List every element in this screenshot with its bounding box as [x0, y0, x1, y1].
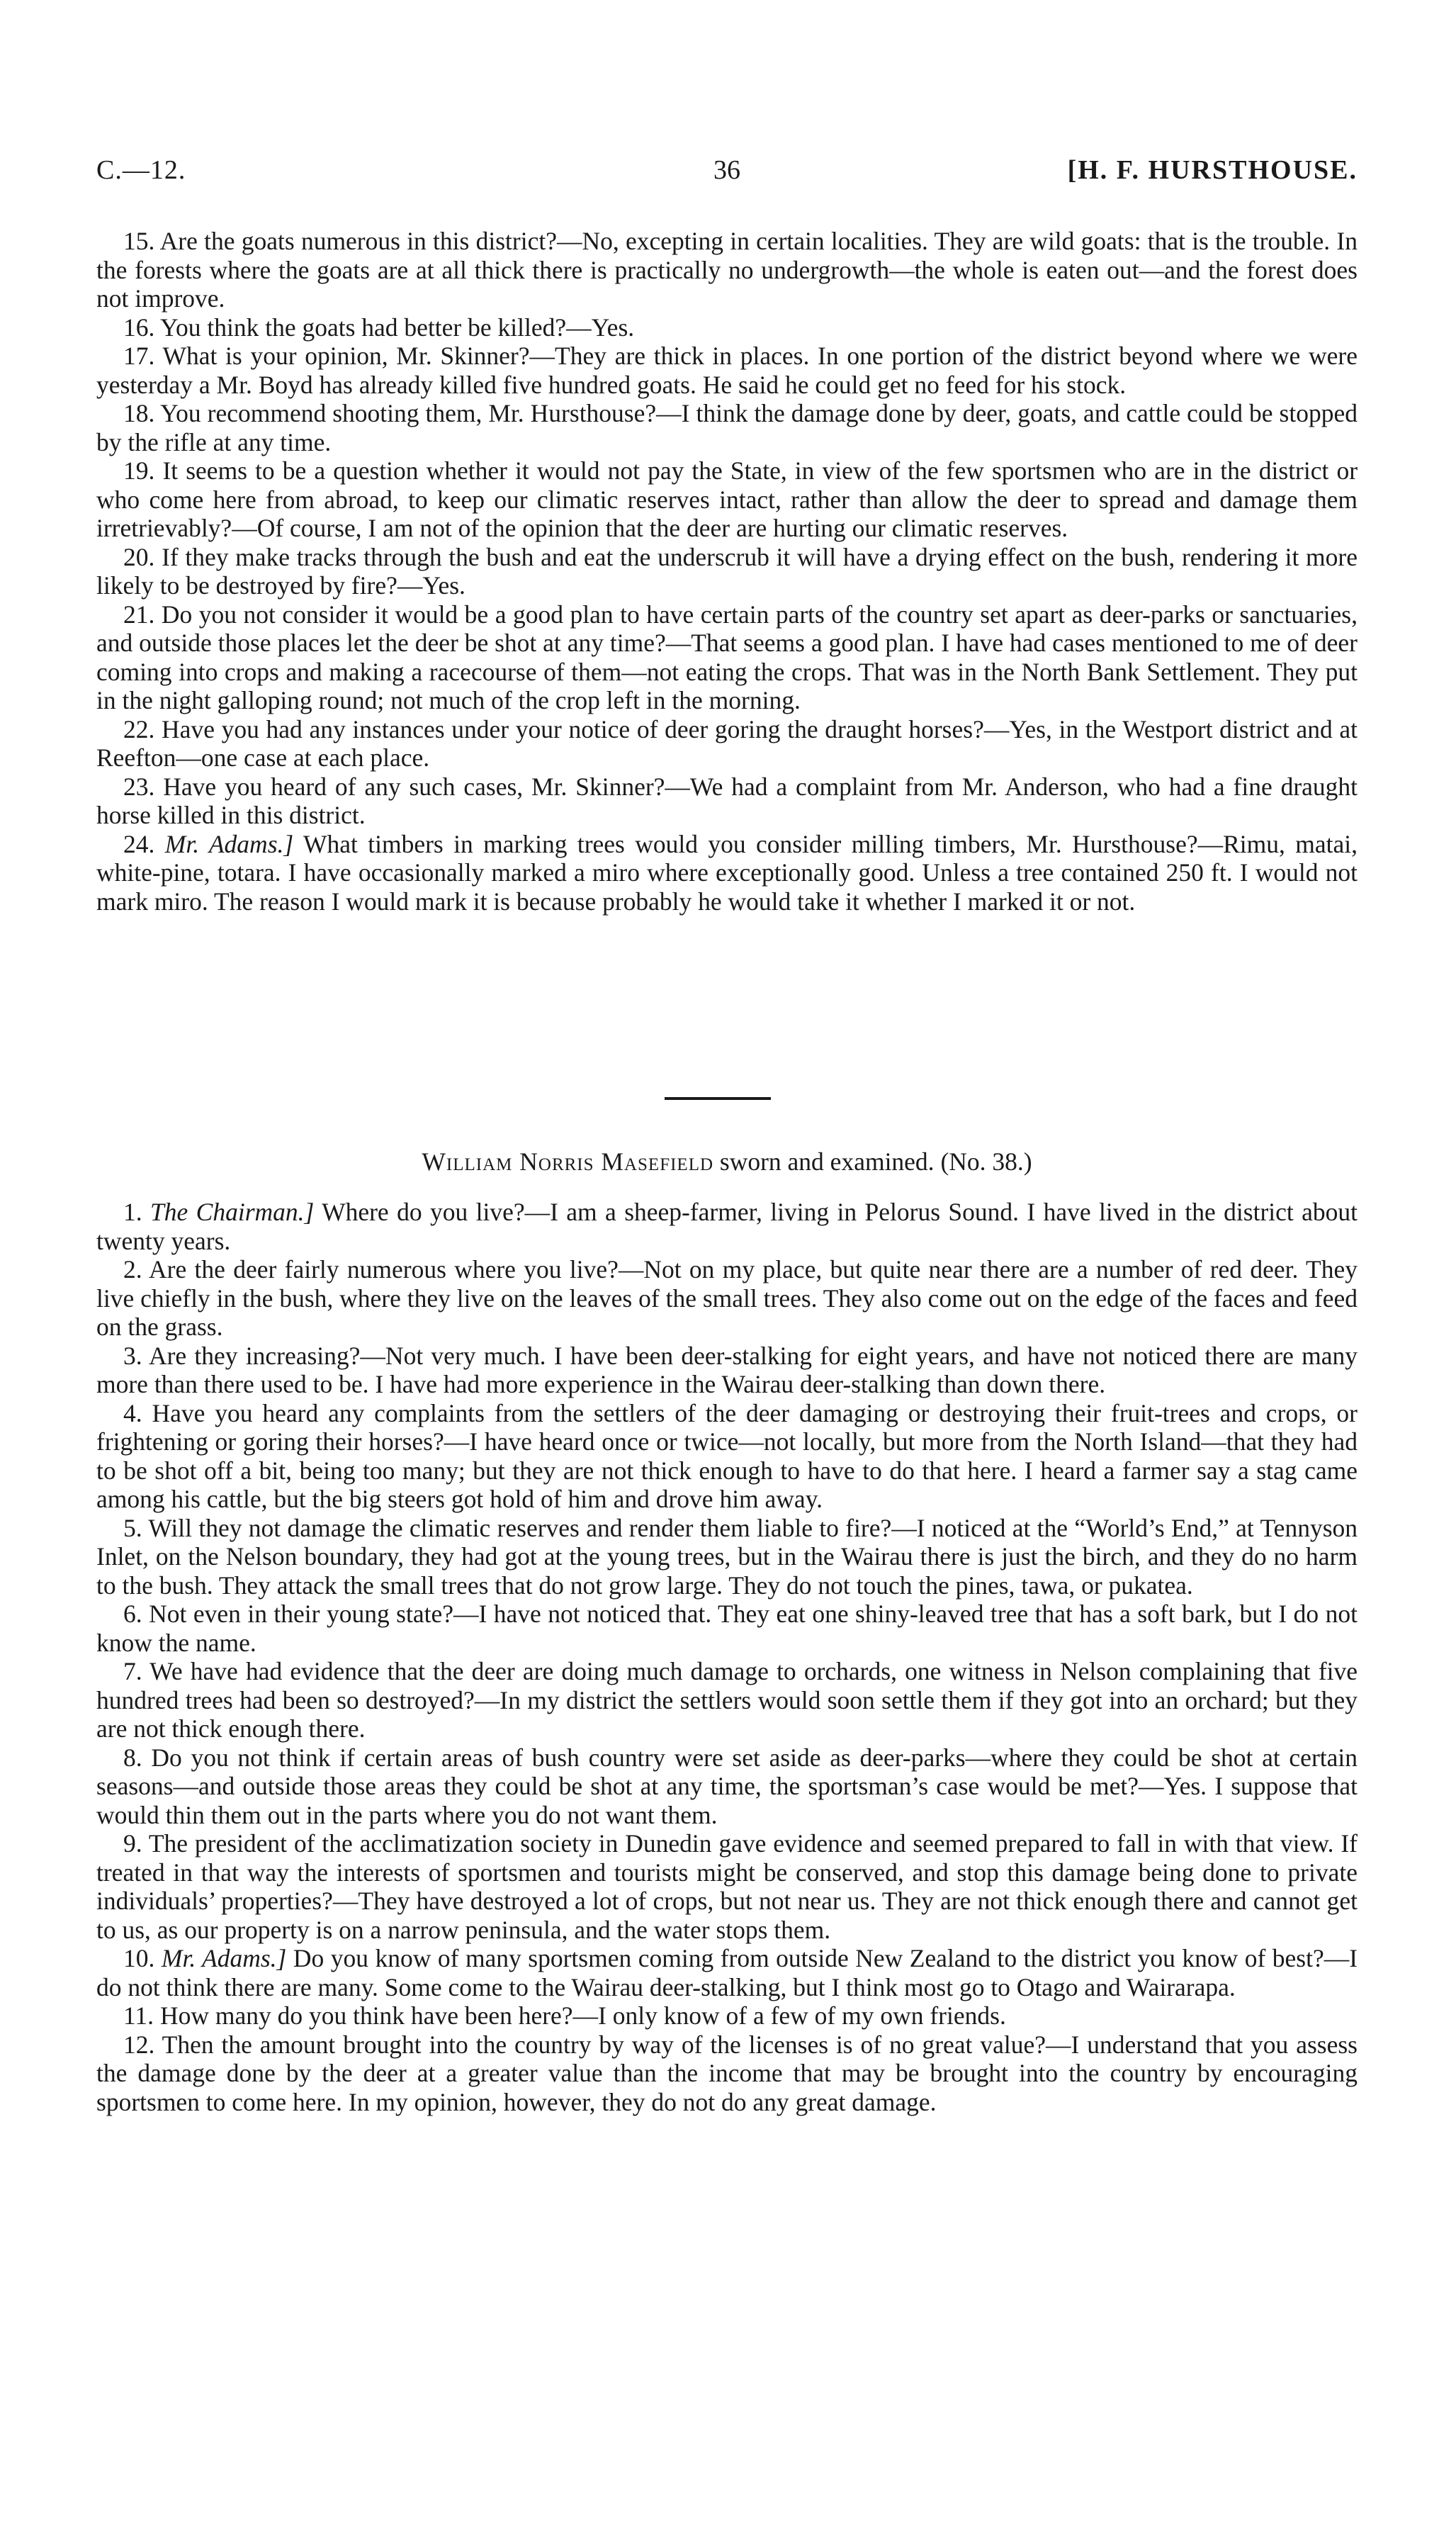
question-number: 3.	[123, 1341, 142, 1370]
question-text: Do you not consider it would be a good plan to have certain parts of the country set apart as deer-parks or sanctuaries, and outside those places let the deer be shot at any time?—That seems a good plan. I have had cases mentioned to me of deer coming into crops and making a racecourse of them—not eating the crops. That was in the North Bank Settlement. They put in the night galloping round; not much of the crop left in the morning.	[96, 600, 1358, 714]
question-text: Have you had any instances under your notice of deer goring the draught horses?—Yes, in the Westport district and at Reefton—one case at each place.	[96, 714, 1358, 772]
page-header	[96, 155, 1358, 197]
question-paragraph	[96, 227, 1358, 313]
question-paragraph	[96, 543, 1358, 600]
question-text: It seems to be a question whether it would not pay the State, in view of the few sportsmen who are in the district or who come here from abroad, to keep our climatic reserves intact, rather than allow the deer to spread and damage them irretrievably?—Of course, I am not of the opinion that the deer are hurting our climatic reserves.	[96, 456, 1358, 542]
question-text: Not even in their young state?—I have not noticed that. They eat one shiny-leaved tree that has a soft bark, but I do not know the name.	[96, 1600, 1358, 1657]
question-text: If they make tracks through the bush and eat the underscrub it will have a drying effect on the bush, rendering it more likely to be destroyed by fire?—Yes.	[96, 542, 1358, 600]
section-divider	[665, 1097, 771, 1100]
question-number: 20.	[123, 542, 155, 571]
question-paragraph	[96, 1342, 1358, 1399]
question-text: The president of the acclimatization society in Dunedin gave evidence and seemed prepared to fall in with that view. If treated in that way the interests of sportsmen and tourists might be conserved, and stop this damage being done to private individuals’ properties?—They have destroyed a lot of crops, but not near us. They are not thick enough there and cannot get to us, as our property is on a narrow peninsula, and the water stops them.	[96, 1829, 1358, 1944]
masefield-testimony	[96, 1198, 1358, 2116]
question-paragraph	[96, 399, 1358, 456]
question-text: Are the goats numerous in this district?—No, excepting in certain localities. They are wild goats: that is the trouble. In the forests where the goats are at all thick there is practically no undergrowth—the whole is eaten out—and the forest does not improve.	[96, 227, 1358, 313]
question-number: 1.	[123, 1198, 142, 1226]
question-text: What is your opinion, Mr. Skinner?—They are thick in places. In one portion of the district beyond where we were yesterday a Mr. Boyd has already killed five hundred goats. He said he could get no feed for his stock.	[96, 342, 1358, 399]
question-text: Where do you live?—I am a sheep-farmer, living in Pelorus Sound. I have lived in the district about twenty years.	[96, 1198, 1358, 1255]
witness-heading	[96, 1147, 1358, 1176]
question-paragraph	[96, 2030, 1358, 2117]
hursthouse-testimony	[96, 227, 1358, 916]
question-number: 7.	[123, 1657, 142, 1685]
witness-running-head: [H. F. HURSTHOUSE.	[1067, 155, 1358, 185]
question-paragraph	[96, 1743, 1358, 1830]
question-number: 12.	[123, 2030, 155, 2059]
question-paragraph	[96, 1829, 1358, 1944]
question-paragraph	[96, 830, 1358, 916]
question-text: We have had evidence that the deer are doing much damage to orchards, one witness in Nelson complaining that five hundred trees had been so destroyed?—In my district the settlers would soon settle them if they got into an orchard; but they are not thick enough there.	[96, 1657, 1358, 1743]
question-number: 10.	[123, 1944, 155, 1972]
question-text: How many do you think have been here?—I only know of a few of my own friends.	[159, 2001, 1006, 2030]
question-paragraph	[96, 600, 1358, 715]
question-paragraph	[96, 1944, 1358, 2001]
speaker-label: The Chairman.]	[150, 1198, 315, 1226]
question-text: Will they not damage the climatic reserves and render them liable to fire?—I noticed at the “World’s End,” at Tennyson Inlet, on the Nelson boundary, they had got at the young trees, but in the Wairau there is just the birch, and they do no harm to the bush. They attack the small trees that do not grow large. They do not touch the pines, tawa, or pukatea.	[96, 1513, 1358, 1600]
question-paragraph	[96, 313, 1358, 342]
question-number: 11.	[123, 2001, 154, 2030]
question-paragraph	[96, 773, 1358, 830]
witness-action: sworn and examined.	[719, 1147, 935, 1176]
witness-name: William Norris Masefield	[422, 1147, 714, 1176]
question-text: What timbers in marking trees would you consider milling timbers, Mr. Hursthouse?—Rimu, matai, white-pine, totara. I have occasionally marked a miro where exceptionally good. Unless a tree contained 250 ft. I would not mark miro. The reason I would mark it is because probably he would take it whether I marked it or not.	[96, 829, 1358, 916]
question-number: 15.	[123, 227, 155, 255]
question-text: You think the goats had better be killed?—Yes.	[159, 313, 635, 342]
question-paragraph	[96, 342, 1358, 399]
question-number: 5.	[123, 1513, 142, 1542]
question-text: Then the amount brought into the country by way of the licenses is of no great value?—I understand that you assess the damage done by the deer at a greater value than the income that may be brought into the country by encouraging sportsmen to come here. In my opinion, however, they do not do any great damage.	[96, 2030, 1358, 2116]
question-text: You recommend shooting them, Mr. Hursthouse?—I think the damage done by deer, goats, and cattle could be stopped by the rifle at any time.	[96, 399, 1358, 456]
question-number: 18.	[123, 399, 155, 427]
question-text: Do you know of many sportsmen coming from outside New Zealand to the district you know of best?—I do not think there are many. Some come to the Wairau deer-stalking, but I think most go to Otago and Wairarapa.	[96, 1944, 1358, 2001]
question-number: 16.	[123, 313, 155, 342]
question-text: Are the deer fairly numerous where you live?—Not on my place, but quite near there are a number of red deer. They live chiefly in the bush, where they live on the leaves of the small trees. They also come out on the edge of the faces and feed on the grass.	[96, 1255, 1358, 1341]
witness-number: (No. 38.)	[940, 1147, 1032, 1176]
question-number: 9.	[123, 1829, 142, 1858]
question-number: 21.	[123, 600, 155, 629]
speaker-label: Mr. Adams.]	[161, 1944, 287, 1972]
question-number: 22.	[123, 714, 155, 743]
question-text: Have you heard any complaints from the settlers of the deer damaging or destroying their fruit-trees and crops, or frightening or goring their horses?—I have heard once or twice—not locally, but more from the North Island—that they had to be shot off a bit, being too many; but they are not thick enough to have to do that here. I heard a farmer say a stag came among his cattle, but the big steers got hold of him and drove him away.	[96, 1398, 1358, 1513]
question-paragraph	[96, 715, 1358, 773]
question-paragraph	[96, 1198, 1358, 1255]
question-number: 19.	[123, 456, 155, 485]
question-paragraph	[96, 2001, 1358, 2030]
question-number: 23.	[123, 772, 155, 801]
page-number: 36	[713, 155, 740, 185]
question-paragraph	[96, 1514, 1358, 1600]
question-number: 6.	[123, 1600, 142, 1628]
question-number: 2.	[123, 1255, 142, 1283]
question-text: Do you not think if certain areas of bush country were set aside as deer-parks—where they could be shot at certain seasons—and outside those areas they could be shot at any time, the sportsman’s case would be met?—Yes. I suppose that would thin them out in the parts where you do not want them.	[96, 1743, 1358, 1829]
question-paragraph	[96, 456, 1358, 543]
question-number: 8.	[123, 1743, 142, 1772]
question-paragraph	[96, 1255, 1358, 1342]
question-paragraph	[96, 1600, 1358, 1657]
speaker-label: Mr. Adams.]	[164, 829, 294, 858]
question-paragraph	[96, 1399, 1358, 1514]
question-number: 4.	[123, 1398, 142, 1427]
question-number: 24.	[123, 829, 155, 858]
question-number: 17.	[123, 342, 155, 370]
document-reference: C.—12.	[96, 155, 186, 185]
question-text: Are they increasing?—Not very much. I have been deer-stalking for eight years, and have not noticed there are many more than there used to be. I have had more experience in the Wairau deer-stalking than down there.	[96, 1341, 1358, 1398]
question-paragraph	[96, 1657, 1358, 1743]
question-text: Have you heard of any such cases, Mr. Skinner?—We had a complaint from Mr. Anderson, who had a fine draught horse killed in this district.	[96, 772, 1358, 829]
